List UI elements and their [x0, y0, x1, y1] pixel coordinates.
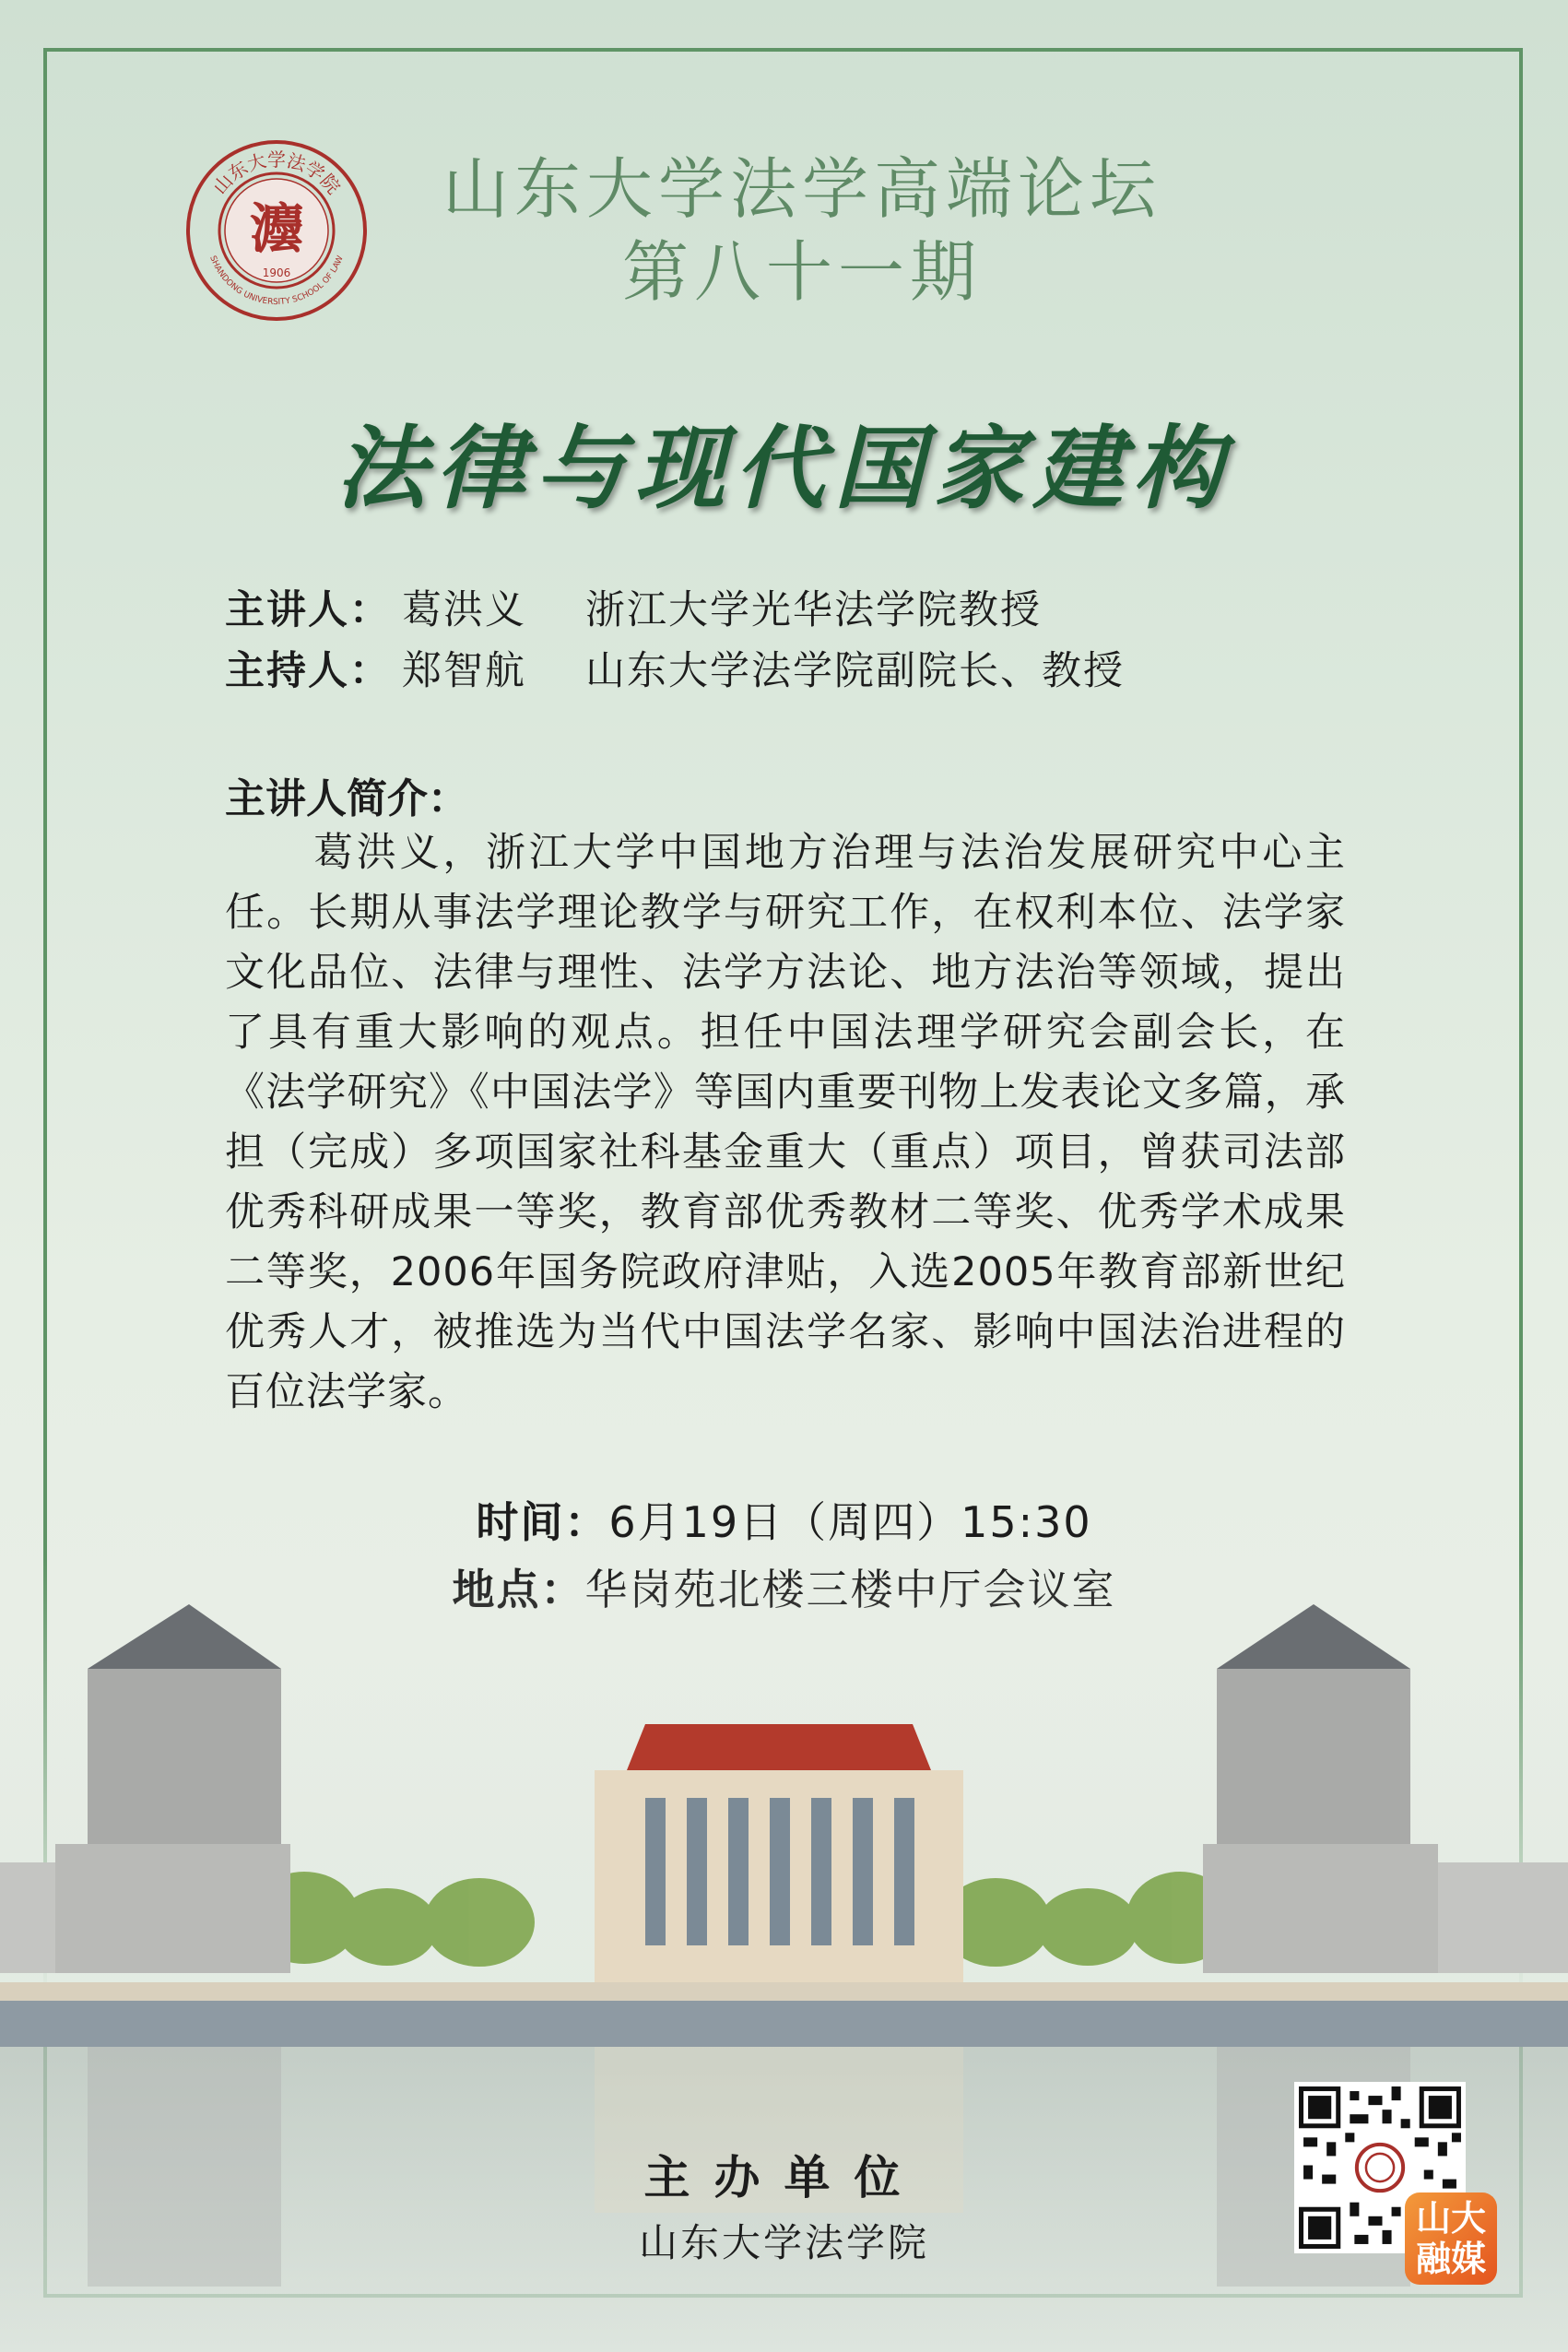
badge-line1: 山大	[1415, 2198, 1486, 2239]
issue-number: 第八十一期	[621, 233, 982, 311]
bio-heading: 主讲人简介：	[225, 775, 468, 822]
host-line	[225, 640, 1125, 696]
svg-text:灋: 灋	[249, 197, 304, 260]
speaker-line	[225, 579, 1042, 635]
seal-text: 山东大学法学院	[208, 148, 345, 199]
host-label: 主持人：	[225, 648, 391, 694]
time-label: 时间：	[476, 1497, 609, 1547]
seal-year: 1906	[262, 266, 291, 279]
bio-text: 葛洪义，浙江大学中国地方治理与法治发展研究中心主任。长期从事法学理论教学与研究工作，在权利本位、法学家文化品位、法律与理性、法学方法论、地方法治等领域，提出了具有重大影响的观点。担任中国法理学研究会副会长，在《法学研究》《中国法学》等国内重要刊物上发表论文多篇，承担（完成）多项国家社科基金重大（重点）项目，曾获司法部优秀科研成果一等奖，教育部优秀教材二等奖、优秀学术成果二等奖，2006年国务院政府津贴，入选2005年教育部新世纪优秀人才，被推选为当代中国法学名家、影响中国法治进程的百位法学家。	[225, 830, 1346, 1415]
organizer-heading: 主办单位	[643, 2150, 925, 2204]
badge-line2: 融媒	[1415, 2239, 1486, 2279]
lecture-title: 法律与现代国家建构	[336, 417, 1232, 522]
forum-name: 山东大学法学高端论坛	[442, 150, 1161, 228]
time-line	[0, 1489, 1568, 1550]
speaker-name: 葛洪义	[402, 587, 526, 633]
seal-english: SHANDONG UNIVERSITY SCHOOL OF LAW	[207, 254, 346, 308]
host-name: 郑智航	[402, 648, 526, 694]
law-school-seal-icon	[184, 138, 369, 323]
speaker-label: 主讲人：	[225, 587, 391, 633]
organizer-name: 山东大学法学院	[638, 2220, 929, 2265]
speaker-role: 浙江大学光华法学院教授	[585, 587, 1042, 633]
forum-title	[387, 148, 1217, 313]
time-value: 6月19日（周四）15:30	[608, 1497, 1092, 1547]
sdu-media-badge-icon	[1405, 2192, 1497, 2285]
host-role: 山东大学法学院副院长、教授	[585, 648, 1125, 694]
